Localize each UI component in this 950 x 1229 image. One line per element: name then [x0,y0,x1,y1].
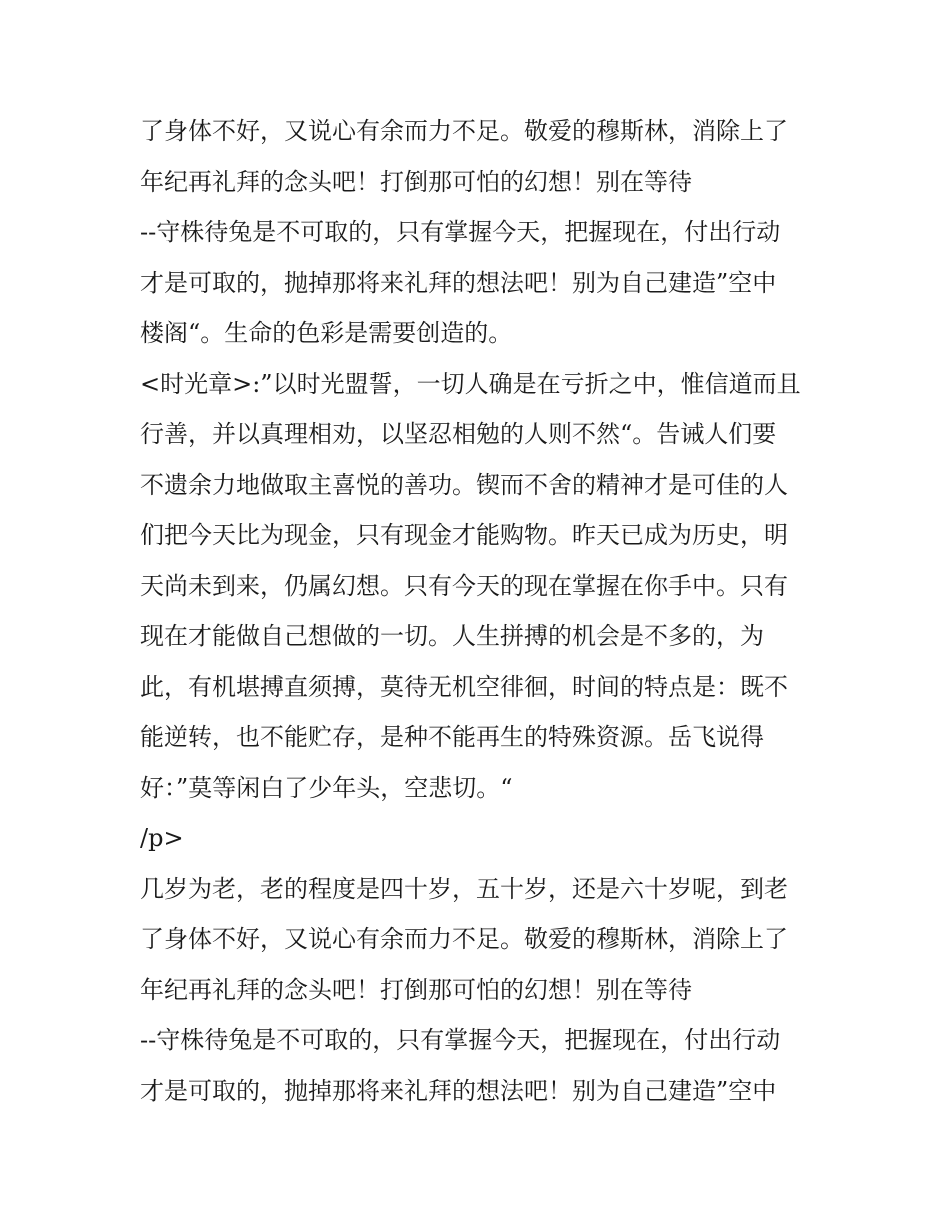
text-line: 能逆转，也不能贮存，是种不能再生的特殊资源。岳飞说得 [140,723,764,751]
text-line: 天尚未到来，仍属幻想。只有今天的现在掌握在你手中。只有 [140,571,788,600]
text-line: 们把今天比为现金，只有现金才能购物。昨天已成为历史，明 [140,521,788,549]
text-line: 了身体不好，又说心有余而力不足。敬爱的穆斯林，消除上了 [140,117,788,145]
text-line: 楼阁“。生命的色彩是需要创造的。 [140,319,513,347]
text-line: <时光章>:”以时光盟誓，一切人确是在亏折之中，惟信道而且 [140,369,801,398]
text-line: 好：”莫等闲白了少年头，空悲切。“ [140,773,513,802]
text-line: --守株待兔是不可取的，只有掌握今天，把握现在，付出行动 [140,1026,781,1054]
text-line: 了身体不好，又说心有余而力不足。敬爱的穆斯林，消除上了 [140,925,788,953]
text-line: 行善，并以真理相劝，以坚忍相勉的人则不然“。告诫人们要 [140,420,777,448]
text-line: /p> [140,824,184,852]
text-line: 年纪再礼拜的念头吧！打倒那可怕的幻想！别在等待 [140,975,692,1004]
text-line: 才是可取的，抛掉那将来礼拜的想法吧！别为自己建造”空中 [140,268,777,297]
body-text [140,106,820,1116]
text-line: 年纪再礼拜的念头吧！打倒那可怕的幻想！别在等待 [140,167,692,196]
text-line: 现在才能做自己想做的一切。人生拼搏的机会是不多的，为 [140,622,764,650]
text-line: 才是可取的，抛掉那将来礼拜的想法吧！别为自己建造”空中 [140,1076,777,1105]
text-line: 几岁为老，老的程度是四十岁，五十岁，还是六十岁呢，到老 [140,874,788,903]
text-line: --守株待兔是不可取的，只有掌握今天，把握现在，付出行动 [140,218,781,246]
text-line: 此，有机堪搏直须搏，莫待无机空徘徊，时间的特点是：既不 [140,672,788,701]
text-line: 不遗余力地做取主喜悦的善功。锲而不舍的精神才是可佳的人 [140,470,788,499]
